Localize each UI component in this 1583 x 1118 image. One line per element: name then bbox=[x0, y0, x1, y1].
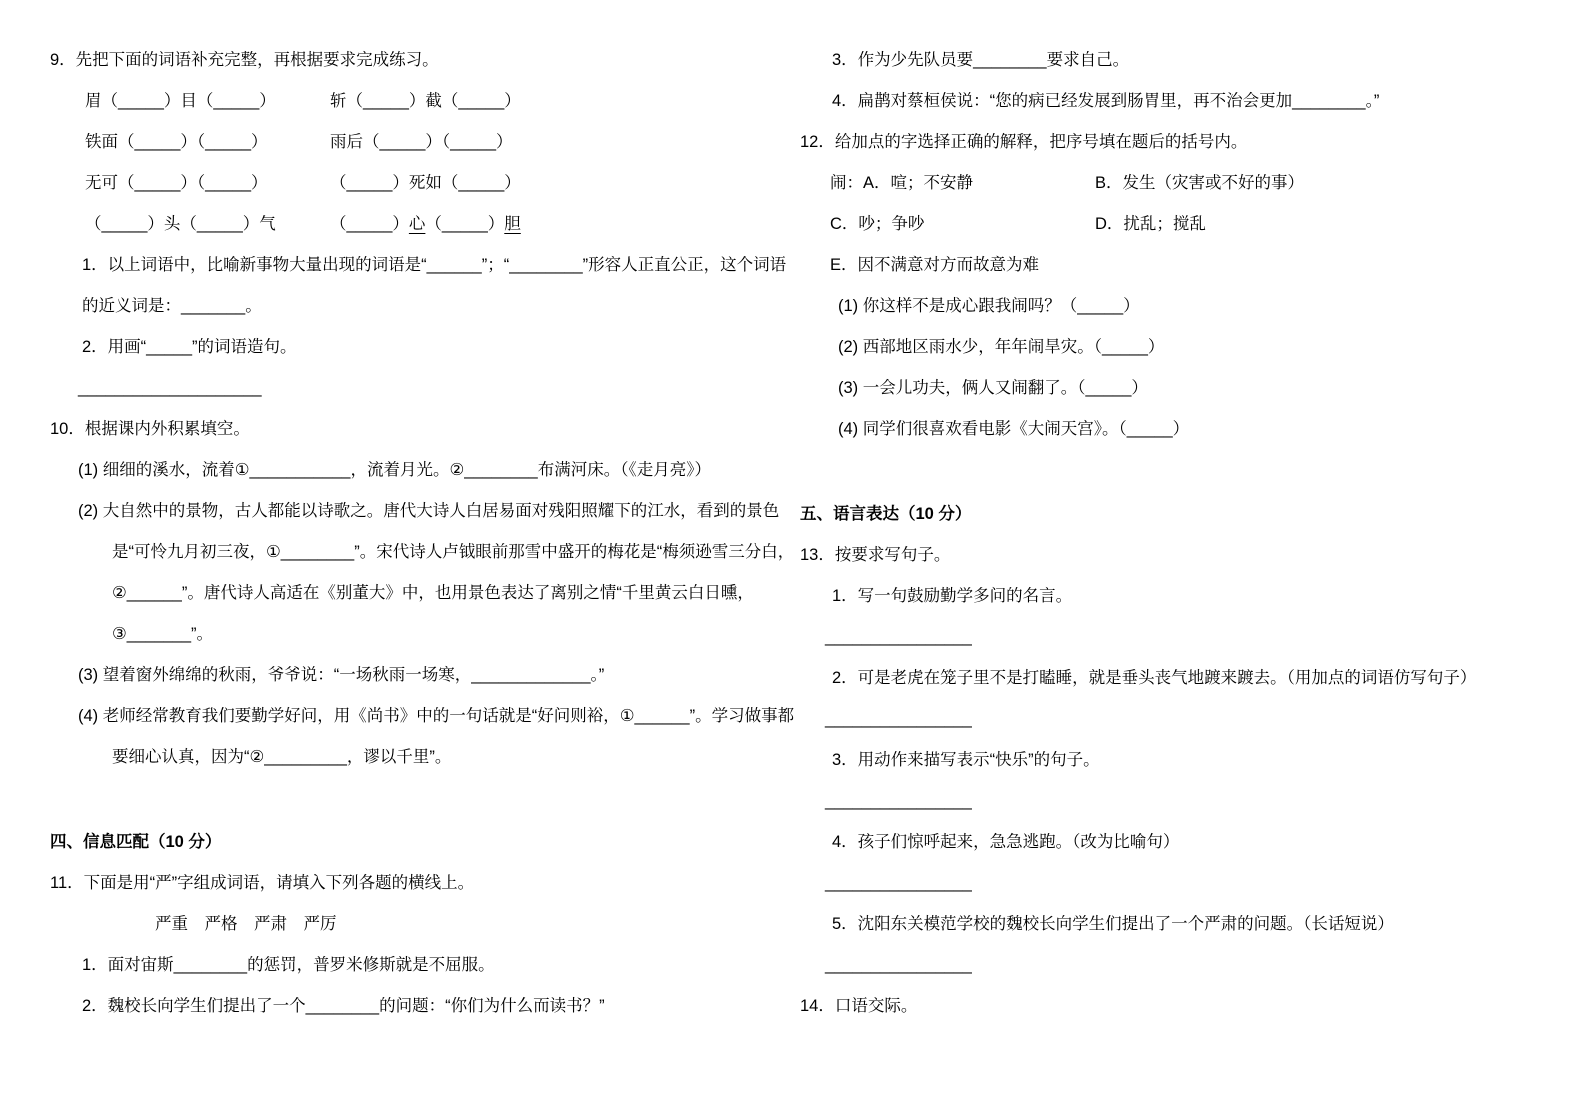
q13-answer-blank-5: ________________ bbox=[825, 956, 972, 974]
q13-answer-blank-4: ________________ bbox=[825, 874, 972, 892]
q12-item-1: (1) 你这样不是成心跟我闹吗？（_____） bbox=[838, 297, 1140, 315]
q13-item-4: 4．孩子们惊呼起来，急急逃跑。（改为比喻句） bbox=[832, 833, 1180, 851]
q9-word-blank-4b bbox=[330, 215, 521, 233]
q9-word-row-1 bbox=[50, 81, 800, 122]
q11-item-2: 2．魏校长向学生们提出了一个________的问题：“你们为什么而读书？” bbox=[82, 997, 605, 1015]
q11-item-3: 3．作为少先队员要________要求自己。 bbox=[832, 51, 1130, 69]
q11-word-bank: 严重 严格 严肃 严厉 bbox=[155, 915, 337, 933]
q9-word-blank-1b: 斩（_____）截（_____） bbox=[330, 92, 521, 110]
q9-sub-question-1: 1．以上词语中，比喻新事物大量出现的词语是“______”；“________”形容人正直公正，这个词语的近义词是：_______。 bbox=[82, 256, 787, 315]
q9-word-row-4 bbox=[50, 204, 800, 245]
q13-answer-blank-2: ________________ bbox=[825, 710, 972, 728]
q10-item-3: (3) 望着窗外绵绵的秋雨，爷爷说：“一场秋雨一场寒，_____________。” bbox=[78, 666, 605, 684]
q12-item-3: (3) 一会儿功夫，俩人又闹翻了。（_____） bbox=[838, 379, 1148, 397]
q12-item-2: (2) 西部地区雨水少，年年闹旱灾。（_____） bbox=[838, 338, 1165, 356]
q9-word-row-3 bbox=[50, 163, 800, 204]
question-14-header: 14．口语交际。 bbox=[800, 997, 918, 1015]
question-9-header: 9．先把下面的词语补充完整，再根据要求完成练习。 bbox=[50, 51, 439, 69]
question-12-header: 12．给加点的字选择正确的解释，把序号填在题后的括号内。 bbox=[800, 133, 1248, 151]
q9-word-blank-4a: （_____）头（_____）气 bbox=[85, 215, 276, 233]
q9-word-blank-3a: 无可（_____）（_____） bbox=[85, 174, 268, 192]
q9-blank-part: （_____） bbox=[425, 215, 505, 233]
q10-item-4: (4) 老师经常教育我们要勤学好问，用《尚书》中的一句话就是“好问则裕，①______”。学习做事都要细心认真，因为“②_________，谬以千里”。 bbox=[78, 707, 795, 766]
section-5-header: 五、语言表达（10 分） bbox=[800, 505, 972, 523]
q13-item-1: 1．写一句鼓励勤学多问的名言。 bbox=[832, 587, 1073, 605]
q9-underlined-char-xin: 心 bbox=[408, 215, 426, 233]
q12-option-d: D．扰乱；搅乱 bbox=[1095, 215, 1206, 233]
q12-options-row-2 bbox=[800, 204, 1543, 245]
left-column bbox=[50, 40, 800, 1098]
section-4-header: 四、信息匹配（10 分） bbox=[50, 833, 222, 851]
q12-option-c: C．吵；争吵 bbox=[830, 215, 925, 233]
q9-word-blank-1a: 眉（_____）目（_____） bbox=[85, 92, 276, 110]
q10-item-1: (1) 细细的溪水，流着①___________，流着月光。②________布满河床。（《走月亮》） bbox=[78, 461, 711, 479]
q9-sub-question-2: 2．用画“_____”的词语造句。 bbox=[82, 338, 297, 356]
right-column bbox=[800, 40, 1543, 1098]
q12-option-a: 闹：A．喧；不安静 bbox=[830, 174, 974, 192]
q9-blank-part: （_____） bbox=[330, 215, 409, 233]
q9-answer-blank: ____________________ bbox=[78, 379, 262, 397]
q9-word-blank-2a: 铁面（_____）（_____） bbox=[85, 133, 268, 151]
q13-answer-blank-1: ________________ bbox=[825, 628, 972, 646]
q12-option-e: E．因不满意对方而故意为难 bbox=[830, 256, 1040, 274]
q9-word-blank-2b: 雨后（_____）（_____） bbox=[330, 133, 513, 151]
q13-answer-blank-3: ________________ bbox=[825, 792, 972, 810]
q12-item-4: (4) 同学们很喜欢看电影《大闹天宫》。（_____） bbox=[838, 420, 1190, 438]
q13-item-3: 3．用动作来描写表示“快乐”的句子。 bbox=[832, 751, 1100, 769]
question-11-header: 11．下面是用“严”字组成词语，请填入下列各题的横线上。 bbox=[50, 874, 475, 892]
q13-item-5: 5．沈阳东关模范学校的魏校长向学生们提出了一个严肃的问题。（长话短说） bbox=[832, 915, 1394, 933]
q11-item-4: 4．扁鹊对蔡桓侯说：“您的病已经发展到肠胃里，再不治会更加________。” bbox=[832, 92, 1380, 110]
q9-word-row-2 bbox=[50, 122, 800, 163]
q9-underlined-char-dan: 胆 bbox=[504, 215, 521, 233]
q12-options-row-1 bbox=[800, 163, 1543, 204]
q12-option-b: B．发生（灾害或不好的事） bbox=[1095, 174, 1305, 192]
q11-item-1: 1．面对宙斯________的惩罚，普罗米修斯就是不屈服。 bbox=[82, 956, 495, 974]
q13-item-2: 2．可是老虎在笼子里不是打瞌睡，就是垂头丧气地踱来踱去。（用加点的词语仿写句子） bbox=[832, 669, 1477, 687]
question-10-header: 10．根据课内外积累填空。 bbox=[50, 420, 250, 438]
q9-word-blank-3b: （_____）死如（_____） bbox=[330, 174, 521, 192]
q10-item-2: (2) 大自然中的景物，古人都能以诗歌之。唐代大诗人白居易面对残阳照耀下的江水，看到的景色是“可怜九月初三夜，①________”。宋代诗人卢钺眼前那雪中盛开的梅花是“梅须逊雪三分白，②______”。唐代诗人高适在《别董大》中，也用景色表达了离别之情“千里黄云白日曛，③_______”。 bbox=[78, 502, 795, 643]
question-13-header: 13．按要求写句子。 bbox=[800, 546, 951, 564]
